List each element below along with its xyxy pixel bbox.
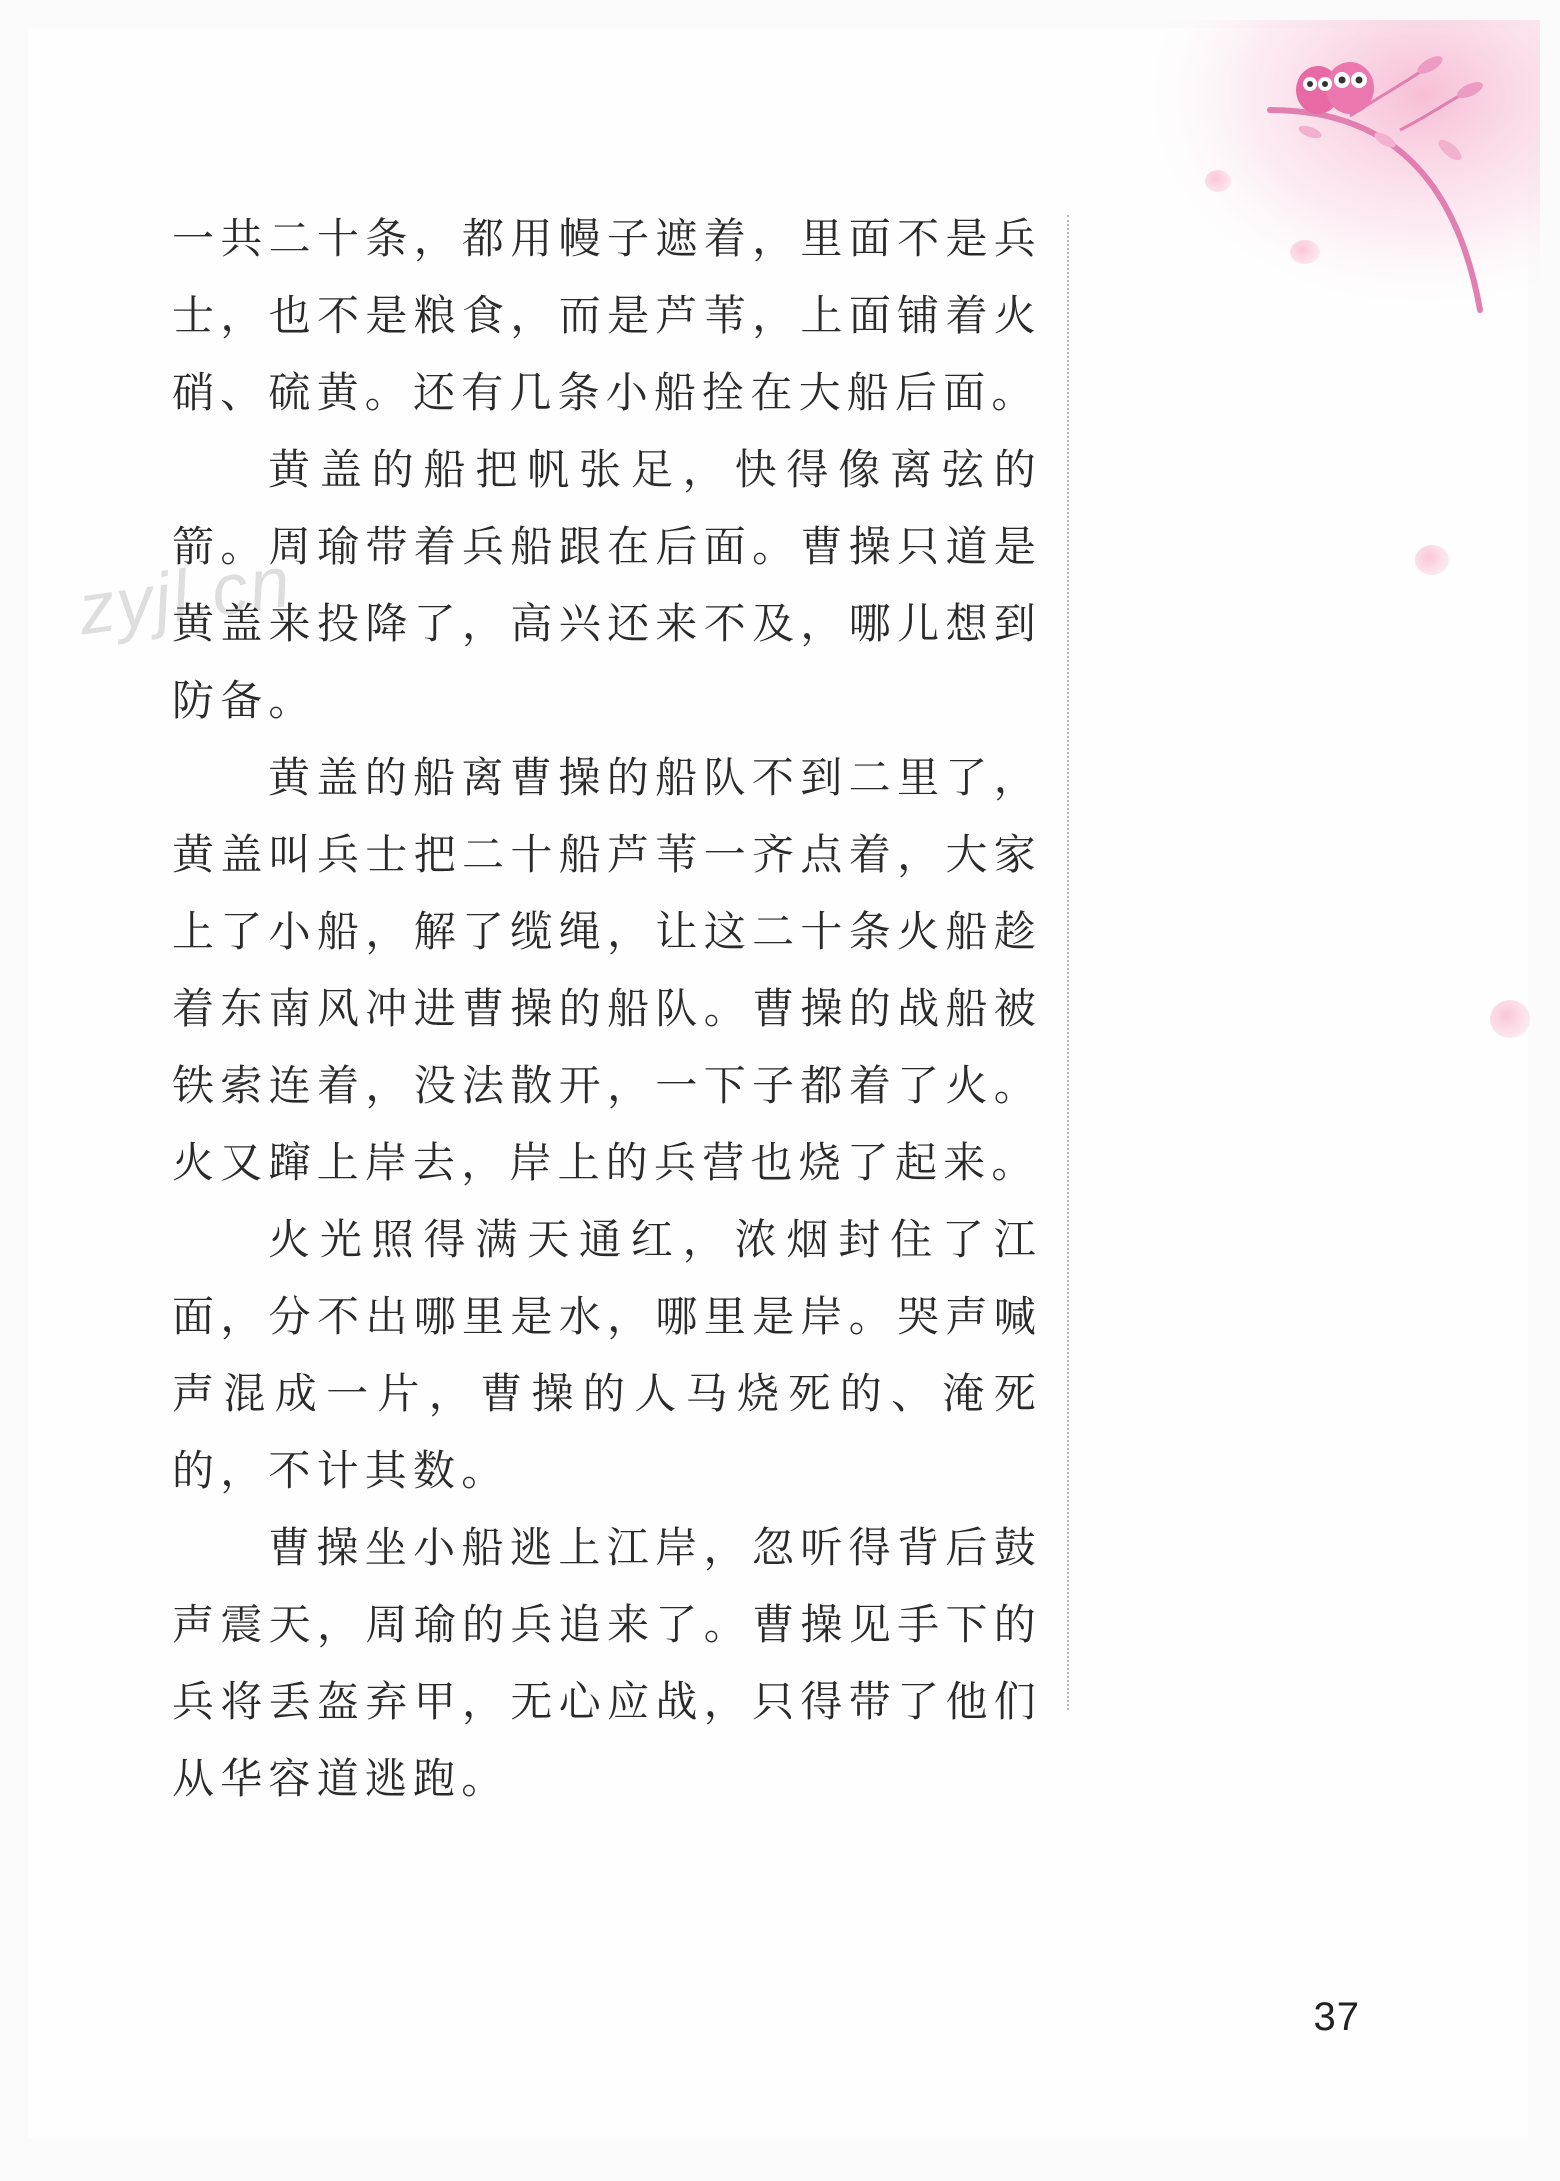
paragraph: 曹操坐小船逃上江岸，忽听得背后鼓声震天，周瑜的兵追来了。曹操见手下的兵将丢盔弃甲，无心应战，只得带了他们从华容道逃跑。 — [172, 1523, 1042, 1803]
page-number: 37 — [1313, 1995, 1360, 2039]
paragraph: 火光照得满天通红，浓烟封住了江面，分不出哪里是水，哪里是岸。哭声喊声混成一片，曹操的人马烧死的、淹死的，不计其数。 — [172, 1215, 1042, 1495]
petal-decoration — [1490, 1000, 1530, 1038]
petal-decoration — [1205, 170, 1231, 192]
petal-decoration — [1415, 545, 1449, 575]
column-divider — [1067, 215, 1069, 1710]
owl-pair-icon — [1296, 62, 1374, 114]
paragraph: 黄盖的船离曹操的船队不到二里了，黄盖叫兵士把二十船芦苇一齐点着，大家上了小船，解了缆绳，让这二十条火船趁着东南风冲进曹操的船队。曹操的战船被铁索连着，没法散开，一下子都着了火。火又蹿上岸去，岸上的兵营也烧了起来。 — [172, 753, 1042, 1187]
petal-decoration — [1290, 240, 1320, 264]
watermark: zyjl.cn — [73, 541, 297, 651]
branch-decoration — [1150, 20, 1540, 320]
paragraph: 黄盖的船把帆张足，快得像离弦的箭。周瑜带着兵船跟在后面。曹操只道是黄盖来投降了，高兴还来不及，哪儿想到防备。 — [172, 445, 1042, 725]
paragraph: 一共二十条，都用幔子遮着，里面不是兵士，也不是粮食，而是芦苇，上面铺着火硝、硫黄。还有几条小船拴在大船后面。 — [172, 214, 1042, 417]
body-text — [172, 200, 1042, 1817]
